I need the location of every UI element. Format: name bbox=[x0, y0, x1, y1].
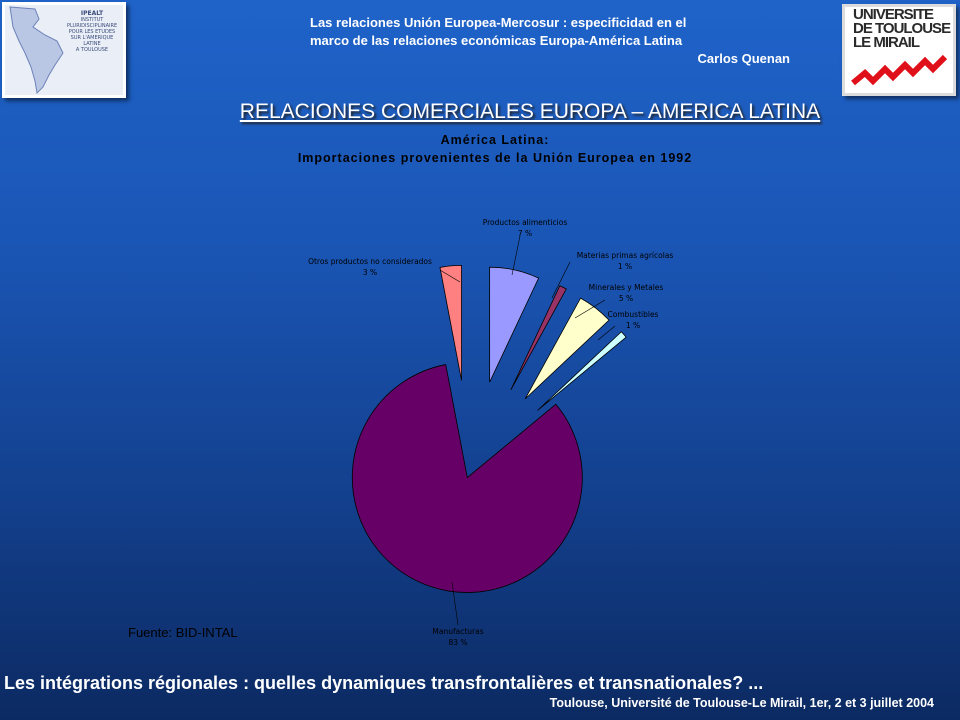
slice-value-label: 5 % bbox=[618, 294, 634, 303]
pie-slice-manufacturas bbox=[352, 365, 582, 593]
slice-label: Otros productos no considerados bbox=[308, 257, 432, 266]
slide-title: RELACIONES COMERCIALES EUROPA – AMERICA LATINA bbox=[239, 100, 821, 123]
pie-slice-otros-productos-no-considerados bbox=[440, 265, 462, 380]
chart-title-line-1: América Latina: bbox=[440, 133, 550, 147]
header-line-1: Las relaciones Unión Europea-Mercosur : especificidad en el bbox=[310, 15, 687, 30]
chart-source: Fuente: BID-INTAL bbox=[128, 625, 238, 640]
footer-event: Toulouse, Université de Toulouse-Le Mirail, 1er, 2 et 3 juillet 2004 bbox=[549, 696, 934, 710]
logo-left-text: IPEALT INSTITUT PLURIDISCIPLINAIRE POUR LES ETUDES SUR L'AMERIQUE LATINE A TOULOUSE bbox=[67, 10, 118, 53]
leader-line bbox=[512, 236, 520, 275]
slice-value-label: 3 % bbox=[362, 268, 378, 277]
slice-value-label: 1 % bbox=[617, 262, 633, 271]
slice-label: Materias primas agrícolas bbox=[576, 251, 674, 260]
header-author: Carlos Quenan bbox=[697, 51, 790, 66]
slice-value-label: 1 % bbox=[625, 321, 641, 330]
slice-label: Productos alimenticios bbox=[482, 218, 568, 227]
slice-label: Manufacturas bbox=[432, 627, 484, 636]
slice-label: Combustibles bbox=[607, 310, 659, 319]
pie-slice-productos-alimenticios bbox=[490, 267, 539, 382]
slice-value-label: 7 % bbox=[517, 229, 533, 238]
slice-label: Minerales y Metales bbox=[588, 283, 664, 292]
footer-title: Les intégrations régionales : quelles dynamiques transfrontalières et transnationales? ... bbox=[4, 673, 764, 693]
slice-value-label: 83 % bbox=[448, 638, 468, 647]
chart-title-line-2: Importaciones provenientes de la Unión Europea en 1992 bbox=[297, 151, 693, 165]
university-name: UNIVERSITE DE TOULOUSE LE MIRAIL bbox=[853, 6, 951, 51]
header-line-2: marco de las relaciones económicas Europa-América Latina bbox=[310, 33, 683, 48]
